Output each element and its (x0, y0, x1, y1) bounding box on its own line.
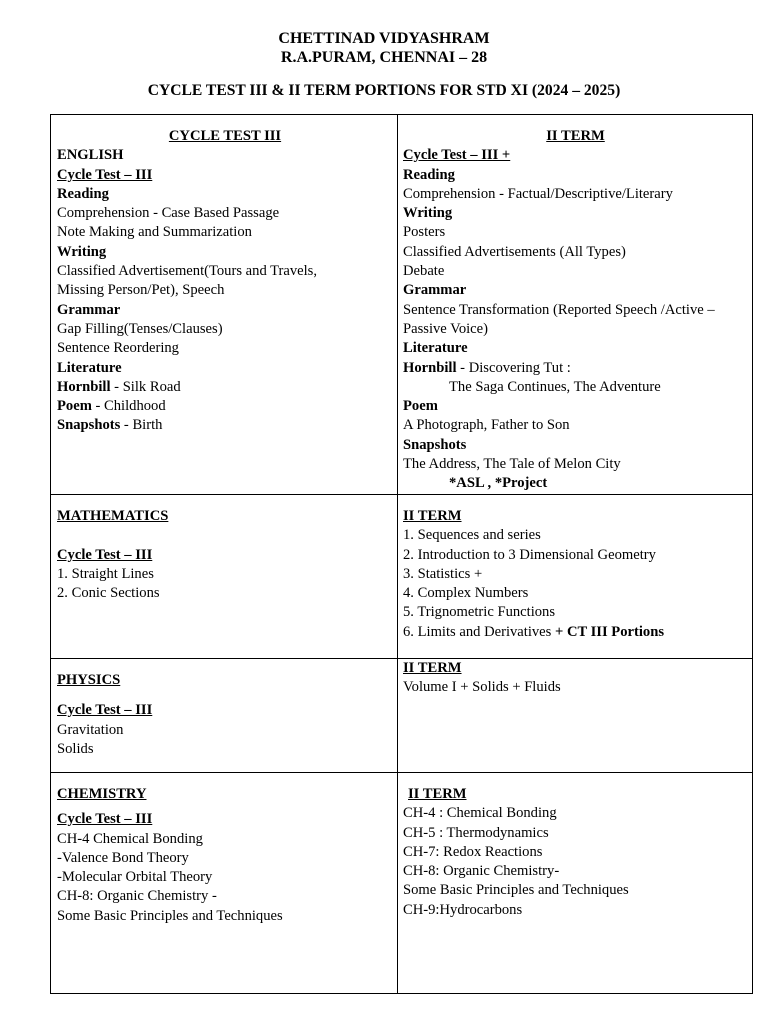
list-item: 5. Trignometric Functions (403, 604, 556, 621)
list-item: Gap Filling(Tenses/Clauses) (57, 320, 223, 337)
list-item: -Valence Bond Theory (57, 849, 189, 866)
section-writing: Writing (403, 205, 453, 222)
list-item: CH-5 : Thermodynamics (403, 824, 549, 841)
list-item: 3. Statistics + (403, 565, 483, 582)
list-item: Sentence Transformation (Reported Speech /Active – (403, 301, 715, 318)
subject-english: ENGLISH (57, 147, 124, 164)
list-item (403, 623, 748, 642)
section-poem: Poem (403, 398, 438, 415)
hornbill-label: Hornbill (57, 378, 111, 395)
hornbill-continuation: The Saga Continues, The Adventure (449, 378, 661, 395)
spacer (57, 526, 393, 545)
list-item: Note Making and Summarization (57, 224, 252, 241)
term-heading: II TERM (403, 660, 462, 676)
english-cycle-test-cell (51, 115, 398, 495)
section-grammar: Grammar (57, 301, 121, 318)
list-item: Comprehension - Case Based Passage (57, 205, 280, 222)
list-item: -Molecular Orbital Theory (57, 869, 213, 886)
list-item: CH-4 Chemical Bonding (57, 830, 203, 847)
list-item: CH-4 : Chemical Bonding (403, 805, 557, 822)
list-item: 4. Complex Numbers (403, 585, 529, 602)
list-item: CH-8: Organic Chemistry - (57, 888, 217, 905)
list-item: 2. Conic Sections (57, 585, 160, 602)
maths-row (51, 495, 753, 659)
chemistry-row (51, 773, 753, 994)
list-item: Comprehension - Factual/Descriptive/Literary (403, 185, 673, 202)
snapshots-line (57, 416, 393, 435)
section-literature: Literature (57, 359, 122, 376)
list-item: 1. Sequences and series (403, 527, 541, 544)
ct-portions-note: + CT III Portions (555, 623, 665, 640)
term-heading: II TERM (408, 786, 467, 802)
list-item: 1. Straight Lines (57, 565, 154, 582)
english-term-cell (398, 115, 753, 495)
english-row (51, 115, 753, 495)
list-item: Gravitation (57, 721, 124, 738)
list-item: Missing Person/Pet), Speech (57, 282, 225, 299)
poem-text: - Childhood (91, 398, 166, 415)
spacer (57, 690, 393, 701)
physics-term-cell (398, 659, 753, 773)
hornbill-text: - Discovering Tut : (456, 359, 571, 376)
chemistry-term-cell (398, 773, 753, 994)
section-literature: Literature (403, 340, 468, 357)
subject-physics: PHYSICS (57, 672, 121, 688)
list-item: Classified Advertisements (All Types) (403, 243, 626, 260)
cycle-test-label: Cycle Test – III (57, 811, 153, 828)
list-item: CH-7: Redox Reactions (403, 843, 543, 860)
list-item: Debate (403, 263, 445, 280)
list-item: Solids (57, 740, 94, 757)
cycle-test-label: Cycle Test – III (57, 546, 153, 563)
physics-cycle-test-cell (51, 659, 398, 773)
section-reading: Reading (403, 166, 455, 183)
list-item: Passive Voice) (403, 320, 488, 337)
poem-label: Poem (57, 398, 92, 415)
list-item: CH-9:Hydrocarbons (403, 901, 523, 918)
list-item: Classified Advertisement(Tours and Travels, (57, 263, 318, 280)
maths-term-cell (398, 495, 753, 659)
cycle-test-label: Cycle Test – III (57, 166, 153, 183)
asl-project-note: *ASL , *Project (449, 475, 548, 492)
school-name: CHETTINAD VIDYASHRAM (278, 30, 490, 47)
school-address: R.A.PURAM, CHENNAI – 28 (280, 49, 488, 66)
snapshots-text: - Birth (120, 417, 163, 434)
maths-cycle-test-cell (51, 495, 398, 659)
section-snapshots: Snapshots (403, 436, 467, 453)
cycle-test-label: Cycle Test – III + (403, 147, 511, 164)
document-title: CYCLE TEST III & II TERM PORTIONS FOR STD XI (2024 – 2025) (147, 82, 621, 99)
section-grammar: Grammar (403, 282, 467, 299)
hornbill-text: - Silk Road (110, 378, 181, 395)
hornbill-line (403, 359, 748, 378)
list-item: A Photograph, Father to Son (403, 417, 570, 434)
list-item: Some Basic Principles and Techniques (403, 882, 629, 899)
list-item: Posters (403, 224, 446, 241)
list-item: 2. Introduction to 3 Dimensional Geometry (403, 546, 656, 563)
list-item: Sentence Reordering (57, 340, 179, 357)
section-reading: Reading (57, 185, 109, 202)
cycle-test-label: Cycle Test – III (57, 702, 153, 719)
hornbill-line (57, 378, 393, 397)
list-item: Some Basic Principles and Techniques (57, 907, 283, 924)
physics-row (51, 659, 753, 773)
subject-mathematics: MATHEMATICS (57, 508, 169, 524)
hornbill-label: Hornbill (403, 359, 457, 376)
cycle-test-heading: CYCLE TEST III (168, 128, 282, 144)
list-item: CH-8: Organic Chemistry- (403, 863, 560, 880)
term-heading: II TERM (546, 128, 605, 144)
snapshots-label: Snapshots (57, 417, 121, 434)
list-item: Volume I + Solids + Fluids (403, 679, 561, 696)
poem-line (57, 397, 393, 416)
list-item: The Address, The Tale of Melon City (403, 456, 621, 473)
list-item-text: 6. Limits and Derivatives (403, 623, 555, 640)
term-heading: II TERM (403, 508, 462, 524)
subject-chemistry: CHEMISTRY (57, 786, 147, 802)
portions-table (50, 114, 753, 994)
section-writing: Writing (57, 243, 107, 260)
chemistry-cycle-test-cell (51, 773, 398, 994)
